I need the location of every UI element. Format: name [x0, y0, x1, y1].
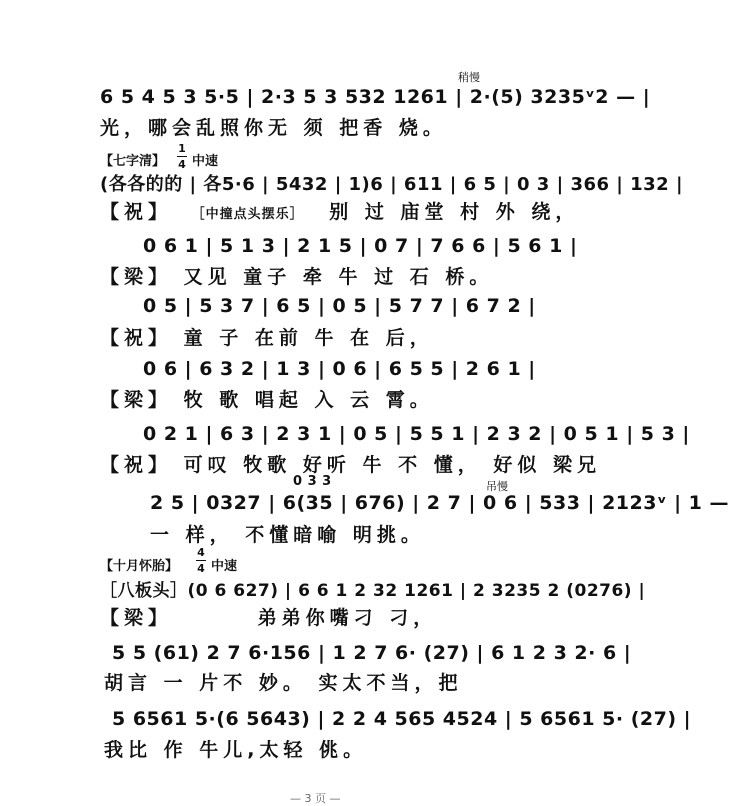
lyrics-line-10: 我比 作 牛儿,太轻 佻。: [104, 739, 368, 761]
notation-line-8: ［八板头］(0 6 627) | 6 6 1 2 32 1261 | 2 3235 2 (0276) |: [100, 581, 646, 601]
lyrics-text: 童 子 在前 牛 在 后，: [183, 327, 434, 349]
role-label: 【祝】: [100, 201, 173, 223]
tempo-marking: 中速: [192, 154, 219, 169]
meter-bottom: 4: [197, 562, 205, 575]
lyrics-line-9: 胡言 一 片不 妙。 实太不当，把: [104, 672, 463, 694]
lyrics-line-3: [100, 262, 493, 289]
upper-notes: 0 3 3: [293, 474, 332, 489]
percussion-cue: ［中撞点头摆乐］: [191, 207, 304, 222]
lyrics-text: 牧 歌 唱起 入 云 霄。: [183, 389, 434, 411]
notation-line-1: 6 5 4 5 3 5·5 | 2·3 5 3 532 1261 | 2·(5) 3235ᵛ2 — |: [100, 86, 651, 108]
notation-line-4: 0 5 | 5 3 7 | 6 5 | 0 5 | 5 7 7 | 6 7 2 |: [143, 295, 536, 317]
lyrics-line-1: 光，哪会乱照你无 须 把香 烧。: [100, 117, 447, 139]
notation-line-3: 0 6 1 | 5 1 3 | 2 1 5 | 0 7 | 7 6 6 | 5 6 1 |: [143, 235, 578, 257]
lyrics-line-5: [100, 385, 434, 412]
lyrics-line-4: [100, 323, 434, 350]
section-name: 【十月怀胎】: [100, 559, 179, 574]
notation-line-5: 0 6 | 6 3 2 | 1 3 | 0 6 | 6 5 5 | 2 6 1 |: [143, 358, 536, 380]
lyrics-line-8: [100, 603, 437, 630]
tempo-annotation: 稍慢: [458, 71, 480, 84]
role-label: 【梁】: [100, 389, 173, 411]
notation-line-6: 0 2 1 | 6 3 | 2 3 1 | 0 5 | 5 5 1 | 2 3 2 | 0 5 1 | 5 3 |: [143, 423, 690, 445]
section-title: [100, 555, 178, 574]
meter-top: 4: [197, 546, 205, 559]
notation-line-10: 5 6561 5·(6 5643) | 2 2 4 565 4524 | 5 6561 5· (27) |: [112, 708, 692, 730]
meter-signature: [177, 142, 187, 171]
page-number: — 3 页 —: [290, 792, 341, 805]
tempo-annotation: 吊慢: [486, 480, 508, 493]
role-label: 【祝】: [100, 327, 173, 349]
lyrics-line-2: [100, 197, 579, 224]
role-label: 【梁】: [100, 607, 173, 629]
lyrics-text: 别 过 庙堂 村 外 绕，: [329, 201, 580, 223]
role-label: 【梁】: [100, 266, 173, 288]
tempo-marking: 中速: [211, 559, 238, 574]
notation-line-9: 5 5 (61) 2 7 6·156 | 1 2 7 6· (27) | 6 1 2 3 2· 6 |: [112, 642, 632, 664]
section-name: 【七字清】: [100, 154, 166, 169]
meter-bottom: 4: [178, 158, 186, 171]
lyrics-text: 弟弟你嘴刁 刁，: [257, 607, 438, 629]
lyrics-text: 又见 童子 牵 牛 过 石 桥。: [183, 266, 494, 288]
meter-top: 1: [178, 142, 186, 155]
lyrics-line-7: 一 样， 不懂暗喻 明挑。: [150, 524, 425, 546]
lyrics-line-6: [100, 450, 601, 477]
meter-signature: [196, 546, 206, 575]
role-label: 【祝】: [100, 454, 173, 476]
section-title: [100, 150, 165, 169]
notation-line-2: (各各的的 | 各5·6 | 5432 | 1)6 | 611 | 6 5 | 0 3 | 366 | 132 |: [100, 174, 684, 195]
notation-line-7: 2 5 | 0327 | 6(35 | 676) | 2 7 | 0 6 | 533 | 2123ᵛ | 1 —: [150, 492, 729, 514]
lyrics-text: 可叹 牧歌 好听 牛 不 懂， 好似 梁兄: [183, 454, 601, 476]
